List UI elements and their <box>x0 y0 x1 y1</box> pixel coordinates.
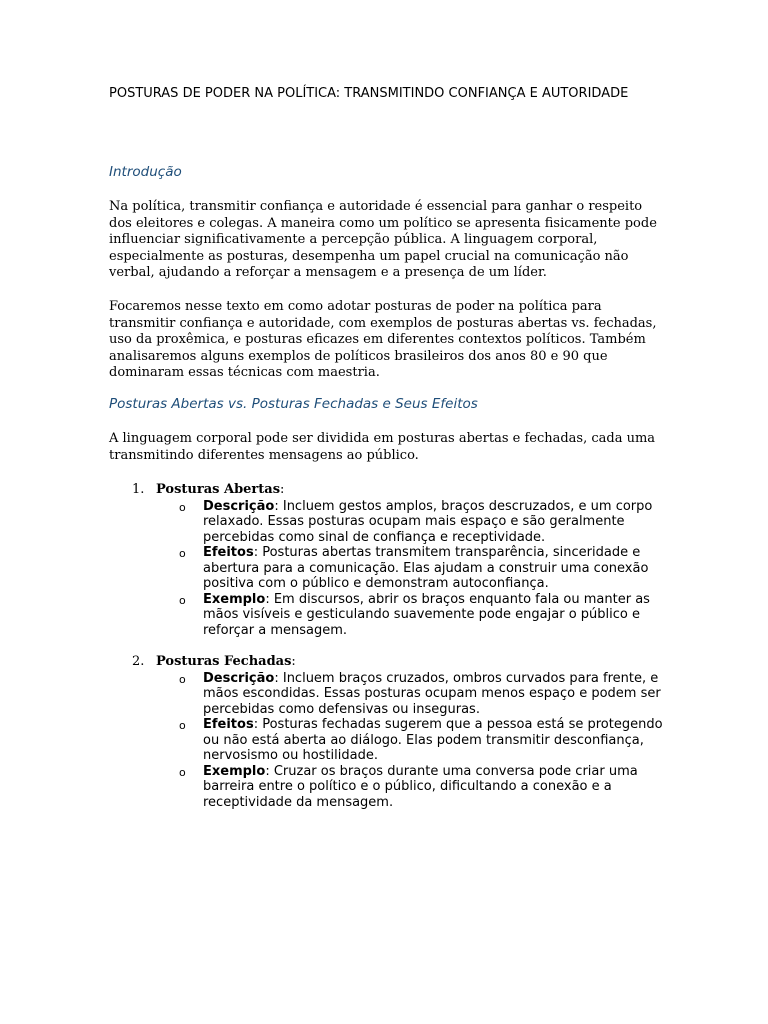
circle-bullet-icon: o <box>179 672 186 686</box>
intro-heading: Introdução <box>109 164 182 180</box>
sublist-item-text: : Em discursos, abrir os braços enquanto fala ou manter as mãos visíveis e gesticulando suavemente pode engajar o público e reforçar a mensagem. <box>203 591 650 638</box>
sublist-item <box>156 764 669 811</box>
postures-list <box>109 482 669 810</box>
sublist-item-text: : Cruzar os braços durante uma conversa pode criar uma barreira entre o político e o público, dificultando a conexão e a receptividade da mensagem. <box>203 763 638 810</box>
sublist-item-text: : Incluem braços cruzados, ombros curvados para frente, e mãos escondidas. Essas posturas ocupam menos espaço e podem ser percebidas como defensivas ou inseguras. <box>203 670 661 717</box>
sublist <box>156 499 669 639</box>
document-page <box>109 86 669 810</box>
sublist <box>156 671 669 811</box>
list-item-open-postures <box>109 482 669 638</box>
intro-paragraph: Na política, transmitir confiança e autoridade é essencial para ganhar o respeito dos eleitores e colegas. A maneira como um político se apresenta fisicamente pode influenciar significativamente a percepção pública. A linguagem corporal, especialmente as posturas, desempenha um papel crucial na comunicação não verbal, ajudando a reforçar a mensagem e a presença de um líder. <box>109 199 657 281</box>
sublist-item-text: : Posturas abertas transmitem transparência, sinceridade e abertura para a comunicação. Elas ajudam a construir uma conexão positiva com o público e demonstram autoconfiança. <box>203 545 649 592</box>
sublist-item-text: : Incluem gestos amplos, braços descruzados, e um corpo relaxado. Essas posturas ocupam mais espaço e são geralmente percebidas como sinal de confiança e receptividade. <box>203 498 653 545</box>
list-item-title: Posturas Fechadas: <box>156 654 296 670</box>
sublist-item-text: : Posturas fechadas sugerem que a pessoa está se protegendo ou não está aberta ao diálogo. Elas podem transmitir desconfiança, nervosismo ou hostilidade. <box>203 717 663 764</box>
list-item-title: Posturas Abertas: <box>156 482 285 498</box>
list-number: 2. <box>132 654 145 670</box>
sublist-item-label: Descrição <box>203 670 275 686</box>
sublist-item-label: Exemplo <box>203 763 266 779</box>
intro-paragraph: Focaremos nesse texto em como adotar posturas de poder na política para transmitir confiança e autoridade, com exemplos de posturas abertas vs. fechadas, uso da proxêmica, e posturas eficazes em diferentes contextos políticos. Também analisaremos alguns exemplos de políticos brasileiros dos anos 80 e 90 que dominaram essas técnicas com maestria. <box>109 298 657 381</box>
section-paragraph: A linguagem corporal pode ser dividida em posturas abertas e fechadas, cada uma transmitindo diferentes mensagens ao público. <box>109 430 656 463</box>
sublist-item-label: Efeitos <box>203 545 254 561</box>
list-item-closed-postures <box>109 654 669 810</box>
circle-bullet-icon: o <box>179 765 186 779</box>
sublist-item <box>156 592 669 639</box>
sublist-item-label: Descrição <box>203 498 275 514</box>
document-title: POSTURAS DE PODER NA POLÍTICA: TRANSMITINDO CONFIANÇA E AUTORIDADE <box>109 86 629 101</box>
sublist-item <box>156 499 669 546</box>
sublist-item-label: Efeitos <box>203 717 254 733</box>
sublist-item <box>156 545 669 592</box>
sublist-item <box>156 717 669 764</box>
list-number: 1. <box>132 482 145 498</box>
sublist-item <box>156 671 669 718</box>
circle-bullet-icon: o <box>179 500 186 514</box>
circle-bullet-icon: o <box>179 547 186 561</box>
circle-bullet-icon: o <box>179 719 186 733</box>
circle-bullet-icon: o <box>179 593 186 607</box>
section-heading: Posturas Abertas vs. Posturas Fechadas e Seus Efeitos <box>109 395 478 412</box>
sublist-item-label: Exemplo <box>203 591 266 607</box>
